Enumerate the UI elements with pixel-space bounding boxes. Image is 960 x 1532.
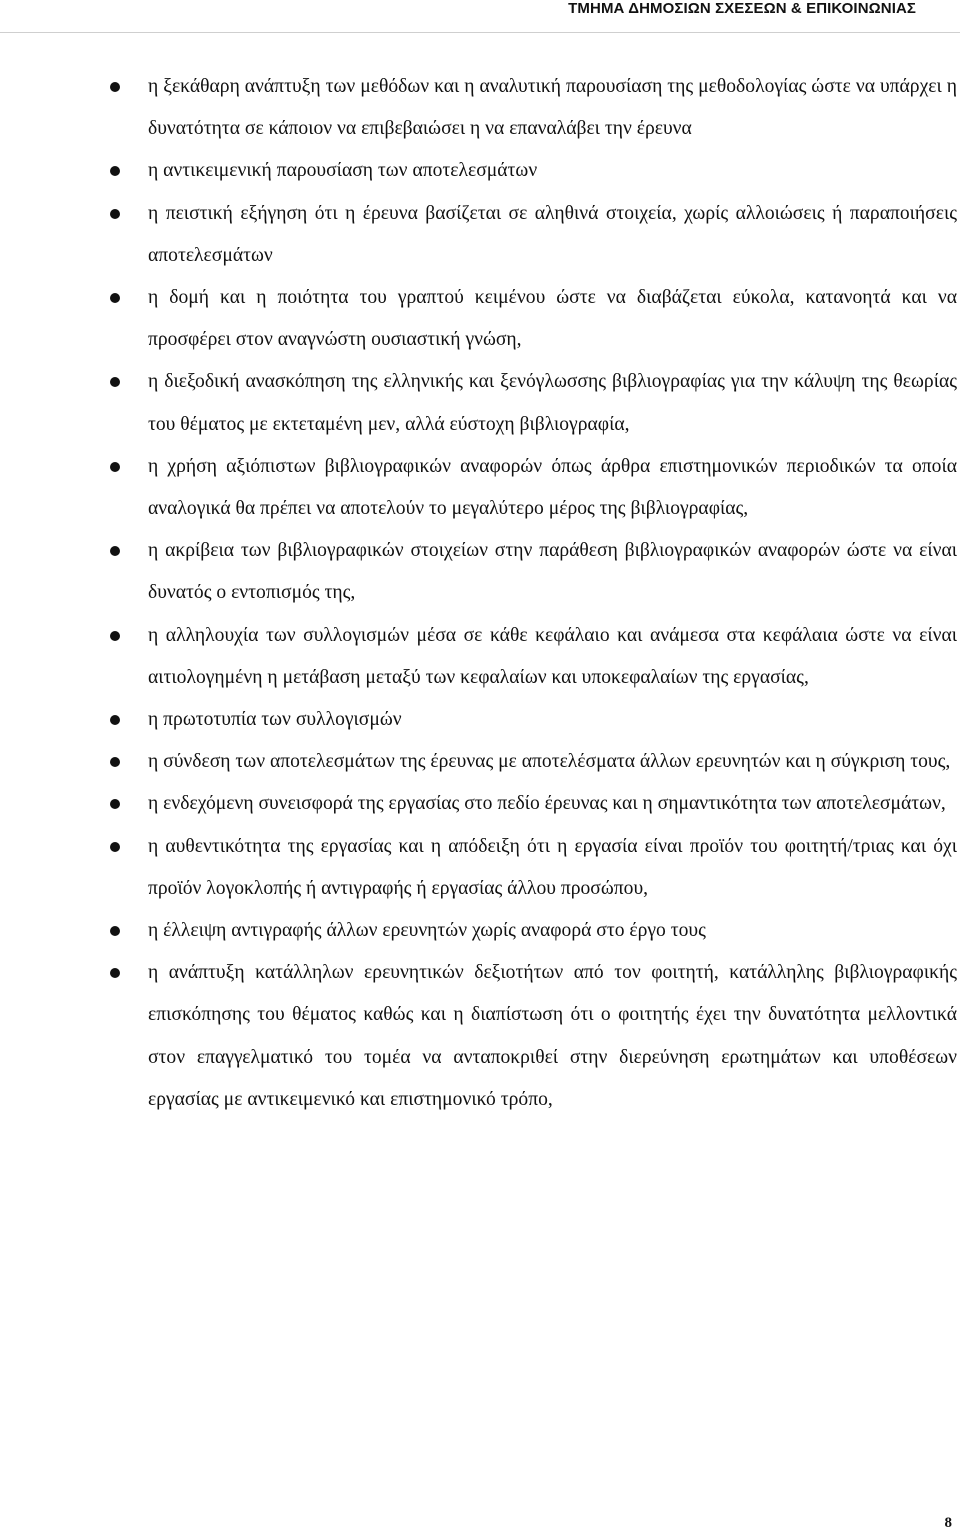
list-item-text: η πειστική εξήγηση ότι η έρευνα βασίζεται σε αληθινά στοιχεία, χωρίς αλλοιώσεις ή παραποιήσεις αποτελεσμάτων (148, 202, 957, 266)
list-item (0, 150, 957, 192)
list-item-text: η ενδεχόμενη συνεισφορά της εργασίας στο πεδίο έρευνας και η σημαντικότητα των αποτελεσμάτων, (148, 793, 946, 815)
list-item (0, 277, 957, 361)
list-item-text: η αλληλουχία των συλλογισμών μέσα σε κάθε κεφάλαιο και ανάμεσα στα κεφάλαια ώστε να είναι αιτιολογημένη η μετάβαση μεταξύ των κεφαλαίων και υποκεφαλαίων της εργασίας, (148, 624, 957, 688)
list-item (0, 783, 957, 825)
list-item-text: η ξεκάθαρη ανάπτυξη των μεθόδων και η αναλυτική παρουσίαση της μεθοδολογίας ώστε να υπάρχει η δυνατότητα σε κάποιον να επιβεβαιώσει η να επαναλάβει την έρευνα (148, 76, 957, 140)
list-item-text: η αντικειμενική παρουσίαση των αποτελεσμάτων (148, 160, 538, 182)
bullet-icon (110, 377, 120, 387)
list-item (0, 699, 957, 741)
bullet-icon (110, 546, 120, 556)
criteria-list (0, 66, 960, 1121)
list-item (0, 446, 957, 530)
list-item (0, 530, 957, 614)
page-number: 8 (944, 1515, 952, 1531)
list-item-text: η έλλειψη αντιγραφής άλλων ερευνητών χωρίς αναφορά στο έργο τους (148, 920, 706, 942)
bullet-icon (110, 842, 120, 852)
list-item-text: η ανάπτυξη κατάλληλων ερευνητικών δεξιοτήτων από τον φοιτητή, κατάλληλης βιβλιογραφικής επισκόπησης του θέματος καθώς και η διαπίστωση ότι ο φοιτητής έχει την δυνατότητα μελλοντικά στον επαγγελματικό του τομέα να ανταποκριθεί στην διερεύνηση ερωτημάτων και υποθέσεων εργασίας με αντικειμενικό και επιστημονικό τρόπο, (148, 962, 957, 1110)
list-item-text: η χρήση αξιόπιστων βιβλιογραφικών αναφορών όπως άρθρα επιστημονικών περιοδικών τα οποία αναλογικά θα πρέπει να αποτελούν το μεγαλύτερο μέρος της βιβλιογραφίας, (148, 455, 957, 520)
list-item-text: η ακρίβεια των βιβλιογραφικών στοιχείων στην παράθεση βιβλιογραφικών αναφορών ώστε να είναι δυνατός ο εντοπισμός της, (148, 540, 957, 604)
bullet-icon (110, 209, 120, 219)
bullet-icon (110, 715, 120, 725)
list-item (0, 193, 957, 277)
bullet-icon (110, 293, 120, 303)
list-item-text: η πρωτοτυπία των συλλογισμών (148, 709, 402, 731)
bullet-icon (110, 757, 120, 767)
bullet-icon (110, 926, 120, 936)
list-item (0, 910, 957, 952)
bullet-icon (110, 631, 120, 641)
list-item (0, 361, 957, 445)
bullet-icon (110, 82, 120, 92)
bullet-icon (110, 799, 120, 809)
bullet-icon (110, 968, 120, 978)
bullet-icon (110, 462, 120, 472)
list-item-text: η διεξοδική ανασκόπηση της ελληνικής και ξενόγλωσσης βιβλιογραφίας για την κάλυψη της θεωρίας του θέματος με εκτεταμένη μεν, αλλά εύστοχη βιβλιογραφία, (148, 371, 957, 435)
list-item-text: η σύνδεση των αποτελεσμάτων της έρευνας με αποτελέσματα άλλων ερευνητών και η σύγκριση τους, (148, 751, 951, 773)
list-item-text: η αυθεντικότητα της εργασίας και η απόδειξη ότι η εργασία είναι προϊόν του φοιτητή/τριας και όχι προϊόν λογοκλοπής ή αντιγραφής ή εργασίας άλλου προσώπου, (148, 835, 957, 899)
list-item-text: η δομή και η ποιότητα του γραπτού κειμένου ώστε να διαβάζεται εύκολα, κατανοητά και να προσφέρει στον αναγνώστη ουσιαστική γνώση, (148, 287, 957, 351)
list-item (0, 826, 957, 910)
list-item (0, 66, 957, 150)
list-item (0, 615, 957, 699)
list-item (0, 741, 957, 783)
page-header-title: ΤΜΗΜΑ ΔΗΜΟΣΙΩΝ ΣΧΕΣΕΩΝ & ΕΠΙΚΟΙΝΩΝΙΑΣ (568, 0, 916, 17)
bullet-icon (110, 166, 120, 176)
header-divider (0, 32, 960, 33)
list-item (0, 952, 957, 1121)
